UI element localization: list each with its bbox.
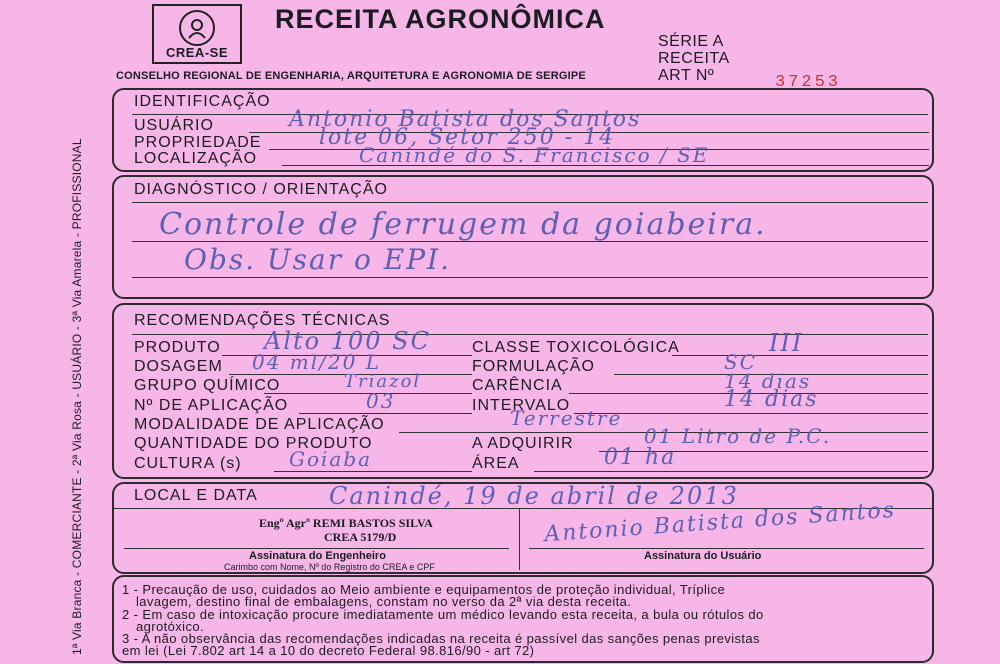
diagnostico-line-1[interactable]: Controle de ferrugem da goiabeira. — [159, 207, 767, 242]
modalidade-label: MODALIDADE DE APLICAÇÃO — [134, 416, 385, 433]
cultura-value[interactable]: Goiaba — [289, 447, 373, 471]
copy-distribution-text: 1ª Via Branca - COMERCIANTE - 2ª Via Rosa - USUÁRIO - 3ª Via Amarela - PROFISSIONAL — [70, 138, 84, 655]
art-label: ART Nº — [658, 67, 715, 84]
diagnostico-line-2[interactable]: Obs. Usar o EPI. — [184, 243, 451, 276]
carencia-label: CARÊNCIA — [472, 377, 563, 394]
section-title: DIAGNÓSTICO / ORIENTAÇÃO — [134, 181, 388, 198]
user-signature-caption: Assinatura do Usuário — [644, 550, 762, 562]
usuario-label: USUÁRIO — [134, 117, 214, 134]
area-label: ÁREA — [472, 455, 520, 472]
note-3-line-1: 3 - A não observância das recomendações indicadas na receita é passível das sanções penas previstas — [122, 631, 760, 646]
note-2-line-1: 2 - Em caso de intoxicação procure imediatamente um médico levando esta receita, a bula ou rótulos do — [122, 607, 764, 622]
classe-label: CLASSE TOXICOLÓGICA — [472, 339, 680, 356]
produto-value[interactable]: Alto 100 SC — [264, 327, 431, 355]
cultura-label: CULTURA (s) — [134, 455, 242, 472]
grupo-value[interactable]: Triazol — [344, 371, 422, 392]
adquirir-label: A ADQUIRIR — [472, 435, 574, 452]
dosagem-label: DOSAGEM — [134, 358, 223, 375]
form-title: RECEITA AGRONÔMICA — [275, 4, 606, 34]
logo-text: CREA-SE — [165, 45, 228, 60]
propriedade-value[interactable]: lote 06, Setor 250 - 14 — [319, 125, 616, 150]
identificacao-section — [112, 88, 934, 172]
section-title: IDENTIFICAÇÃO — [134, 93, 271, 110]
localizacao-label: LOCALIZAÇÃO — [134, 150, 258, 167]
modalidade-value[interactable]: Terrestre — [510, 406, 623, 430]
note-1-line-1: 1 - Precaução de uso, cuidados ao Meio ambiente e equipamentos de proteção individual, Tríplice — [122, 582, 726, 597]
engineer-crea: CREA 5179/D — [324, 530, 397, 544]
note-2-line-2: agrotóxico. — [136, 619, 204, 634]
produto-label: PRODUTO — [134, 339, 221, 356]
quantidade-label: QUANTIDADE DO PRODUTO — [134, 435, 373, 452]
serie-label: SÉRIE A — [658, 33, 724, 50]
formulacao-value[interactable]: SC — [724, 350, 758, 374]
area-value[interactable]: 01 ha — [604, 445, 677, 470]
aplicacao-label: Nº DE APLICAÇÃO — [134, 397, 289, 414]
note-1-line-2: lavagem, destino final de embalagens, constam no verso da 2ª via desta receita. — [136, 594, 632, 609]
engineer-name: Engº Agrº REMI BASTOS SILVA — [259, 516, 433, 530]
serie-block — [658, 33, 730, 84]
local-data-section — [112, 482, 934, 574]
intervalo-value[interactable]: 14 dias — [724, 387, 819, 412]
note-3-line-2: em lei (Lei 7.802 art 14 a 10 do decreto Federal 98.816/90 - art 72) — [122, 643, 535, 658]
emblem-icon — [179, 10, 215, 46]
recomendacoes-section — [112, 303, 934, 479]
diagnostico-section — [112, 175, 934, 299]
localizacao-value[interactable]: Canindé do S. Francisco / SE — [359, 143, 710, 167]
engineer-signature-caption: Assinatura do Engenheiro — [249, 550, 386, 562]
usuario-value[interactable]: Antonio Batista dos Santos — [289, 107, 642, 132]
section-title: LOCAL E DATA — [134, 487, 258, 504]
carencia-value[interactable]: 14 dias — [724, 369, 812, 393]
crea-se-logo — [152, 4, 242, 64]
formulacao-label: FORMULAÇÃO — [472, 358, 595, 375]
aplicacao-value[interactable]: 03 — [366, 389, 396, 413]
receita-label: RECEITA — [658, 50, 730, 67]
dosagem-value[interactable]: 04 ml/20 L — [252, 350, 381, 374]
notes-section — [112, 575, 934, 663]
engineer-signature-subcaption: Carimbo com Nome, Nº do Registro do CREA e CPF — [224, 562, 435, 572]
art-number: 37253 — [775, 73, 842, 92]
section-title: RECOMENDAÇÕES TÉCNICAS — [134, 312, 391, 329]
council-name: CONSELHO REGIONAL DE ENGENHARIA, ARQUITETURA E AGRONOMIA DE SERGIPE — [116, 70, 586, 82]
classe-value[interactable]: III — [769, 329, 804, 357]
grupo-label: GRUPO QUÍMICO — [134, 377, 281, 394]
intervalo-label: INTERVALO — [472, 397, 571, 414]
local-data-value[interactable]: Canindé, 19 de abril de 2013 — [329, 482, 739, 510]
propriedade-label: PROPRIEDADE — [134, 134, 262, 151]
user-signature[interactable]: Antonio Batista dos Santos — [543, 497, 897, 548]
quantidade-value[interactable]: 01 Litro de P.C. — [644, 424, 832, 448]
